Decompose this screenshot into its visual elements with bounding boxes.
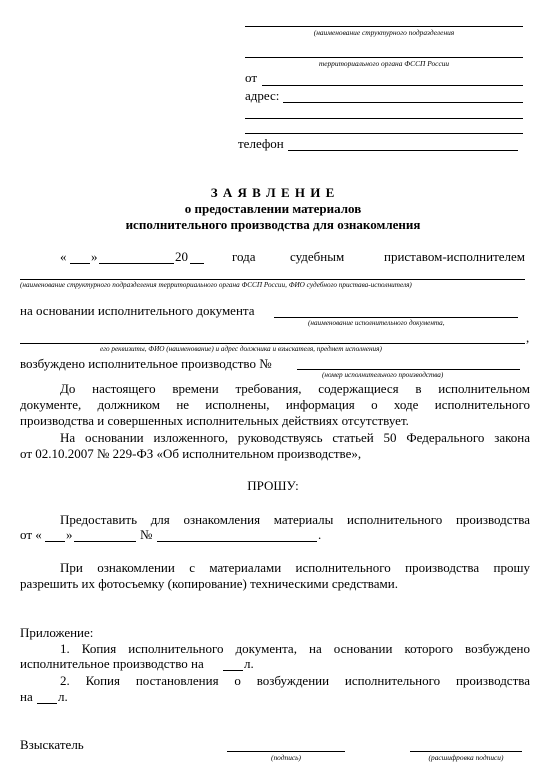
address-line-2 [245,118,523,119]
details-line [20,343,525,344]
from-label: от [245,70,258,85]
para3-day-line [45,541,65,542]
signature-decode-line [410,751,522,752]
para4-line1: При ознакомлении с материалами исполнительного производства прошу [60,560,530,575]
quote-open: « [60,249,67,264]
address-label: адрес: [245,88,280,103]
caption-signature: (подпись) [271,753,301,762]
details-comma: , [526,330,530,345]
para3-number-line [157,541,317,542]
signature-line [227,751,345,752]
attachment-2-line1: 2. Копия постановления о возбуждении исполнительного производства [60,673,530,688]
caption-struct: (наименование структурного подразделения [313,28,455,37]
para3-line1: Предоставить для ознакомления материалы исполнительного производства [60,512,530,527]
attachment-1-pages-unit: л. [244,656,254,671]
attachment-2-line2: на [20,689,33,704]
para3-number-sign: № [140,527,153,542]
caption-doc: (наименование исполнительного документа, [308,319,445,327]
month-line [99,263,174,264]
basis-line [274,317,518,318]
document-subtitle-2: исполнительного производства для ознакомления [125,217,421,232]
initiated-label: возбуждено исполнительное производство № [20,356,272,371]
document-subtitle-1: о предоставлении материалов [184,201,362,216]
document-title: З А Я В Л Е Н И Е [210,185,336,200]
org-line [245,57,523,58]
para1-line1: До настоящего времени требования, содержащиеся в исполнительном [60,381,530,396]
bailiff-word: судебным [290,249,345,264]
attachments-label: Приложение: [20,625,94,640]
bailiff-role: приставом-исполнителем [384,249,526,264]
caption-signature-decode: (расшифровка подписи) [428,753,504,762]
quote-close: » [91,249,98,264]
dept-line [20,279,525,280]
caption-org: территориального органа ФССП России [318,59,450,68]
phone-line [288,150,518,151]
para4-line2: разрешить их фотосъемку (копирование) техническими средствами. [20,576,398,591]
para3-month-line [74,541,136,542]
address-line-1 [283,102,523,103]
para1-line2: документе, должником не исполнены, информация о ходе исполнительного [20,397,530,412]
caption-details: его реквизиты, ФИО (наименование) и адрес должника и взыскателя, предмет исполнения) [100,345,382,353]
attachment-1-line2: исполнительное производство на [20,656,204,671]
attachment-2-pages-line [37,703,57,704]
from-line [262,85,523,86]
para3-period: . [318,527,322,542]
number-line [297,369,520,370]
day-line [70,263,90,264]
caption-dept: (наименование структурного подразделения территориального органа ФССП России, ФИО судебного пристава-исполнителя) [20,281,412,289]
para2-line2: от 02.10.2007 № 229-ФЗ «Об исполнительном производстве», [20,446,362,461]
para3-quote-open: от « [20,527,42,542]
claimant-label: Взыскатель [20,737,84,752]
caption-number: (номер исполнительного производства) [322,371,444,379]
phone-label: телефон [238,136,284,151]
para1-line3: производства и совершенных исполнительных действиях отсутствует. [20,413,409,428]
year-prefix: 20 [175,249,188,264]
para2-line1: На основании изложенного, руководствуясь статьей 50 Федерального закона [60,430,530,445]
year-line [190,263,204,264]
year-word: года [232,249,256,264]
para3-quote-close: » [66,527,73,542]
attachment-1-line1: 1. Копия исполнительного документа, на основании которого возбуждено [60,641,530,656]
basis-label: на основании исполнительного документа [20,303,255,318]
struct-line [245,26,523,27]
attachment-1-pages-line [223,670,243,671]
request-heading: ПРОШУ: [247,478,299,493]
address-line-3 [245,133,523,134]
attachment-2-pages-unit: л. [58,689,68,704]
